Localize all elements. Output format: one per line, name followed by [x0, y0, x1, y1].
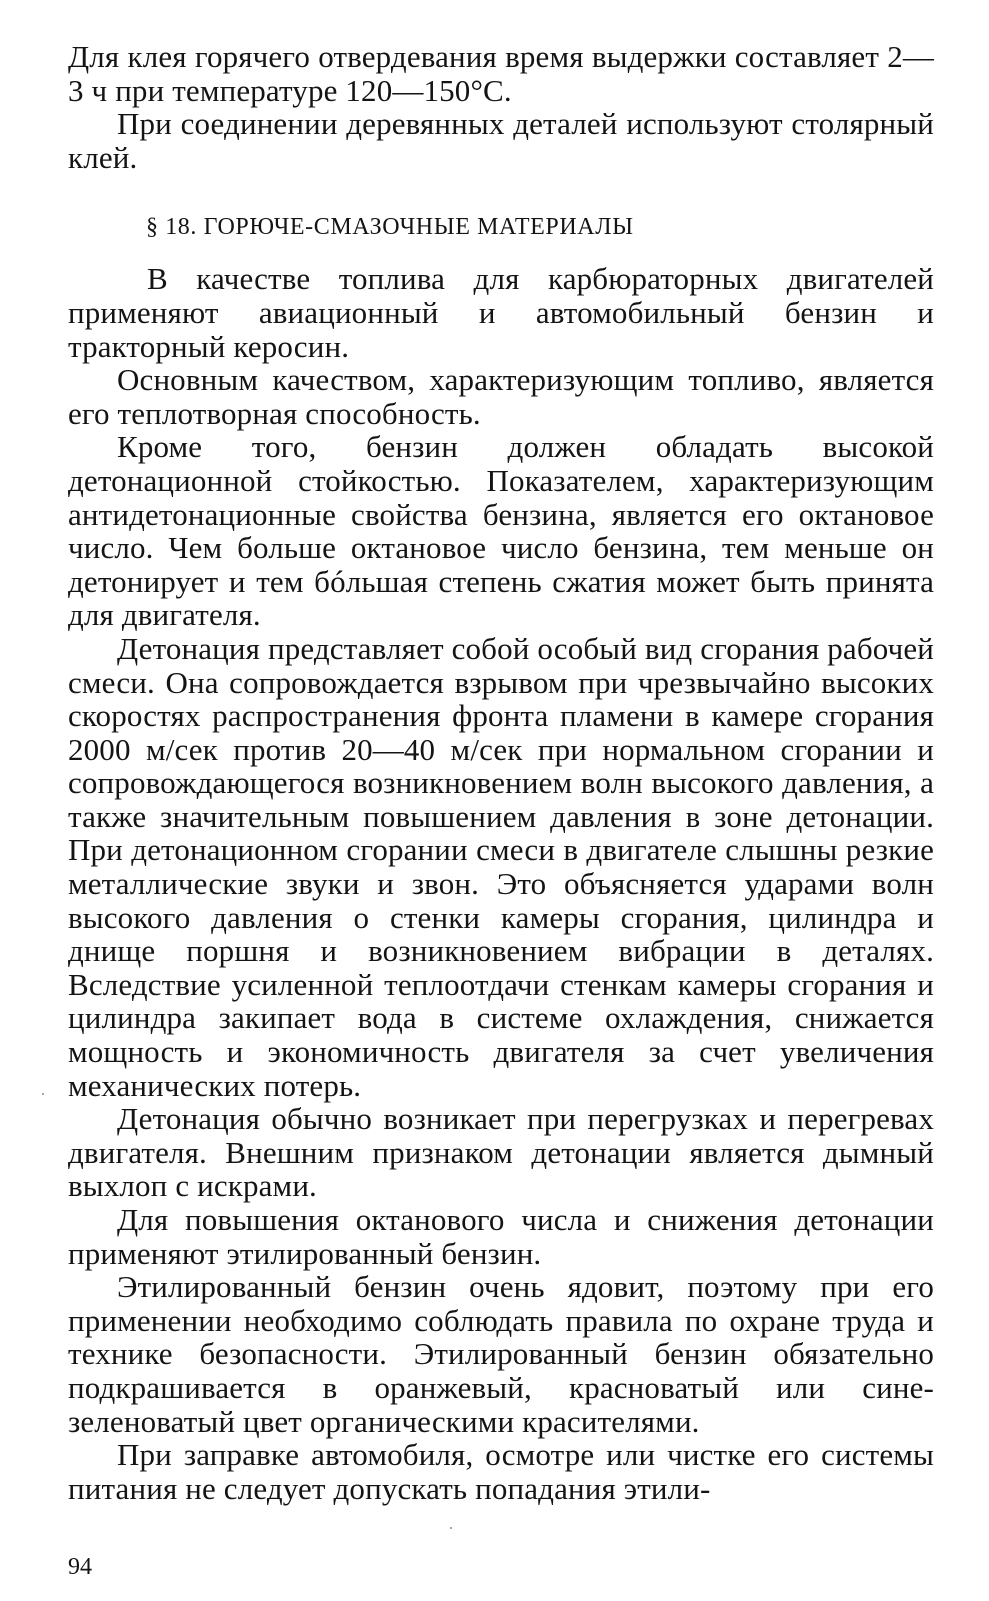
paragraph-leaded-gasoline-safety: Этилированный бензин очень ядовит, поэтому при его применении необходимо соблюдать правила по охране труда и технике безопасности. Этилированный бензин обязательно подкрашивается в оранжевый, красноватый или сине-зеленоватый цвет органическими красителями. — [68, 1269, 934, 1439]
section-heading: § 18. ГОРЮЧЕ-СМАЗОЧНЫЕ МАТЕРИАЛЫ — [146, 214, 634, 241]
paragraph-heat-capacity: Основным качеством, характеризующим топливо, является его теплотворная способность. — [68, 362, 934, 431]
paragraph-octane-number: Кроме того, бензин должен обладать высокой детонационной стойкостью. Показателем, характеризующим антидетонационные свойства бензина, является его октановое число. Чем больше октановое число бензина, тем меньше он детонирует и тем бóльшая степень сжатия может быть принята для двигателя. — [68, 429, 934, 633]
paragraph-leaded-gasoline: Для повышения октанового числа и снижения детонации применяют этилированный бензин. — [68, 1202, 934, 1271]
book-page-text — [68, 40, 934, 1505]
paragraph-detonation-description: Детонация представляет собой особый вид сгорания рабочей смеси. Она сопровождается взрывом при чрезвычайно высоких скоростях распространения фронта пламени в камере сгорания 2000 м/сек против 20—40 м/сек при нормальном сгорании и сопровождающегося возникновением волн высокого давления, а также значительным повышением давления в зоне детонации. При детонационном сгорании смеси в двигателе слышны резкие металлические звуки и звон. Это объясняется ударами волн высокого давления о стенки камеры сгорания, цилиндра и днище поршня и возникновением вибрации в деталях. Вследствие усиленной теплоотдачи стенкам камеры сгорания и цилиндра закипает вода в системе охлаждения, снижается мощность и экономичность двигателя за счет увеличения механических потерь. — [68, 630, 934, 1103]
paragraph-refueling: При заправке автомобиля, осмотре или чистке его системы питания не следует допускать попадания этили- — [68, 1437, 934, 1506]
scan-speck-decoration — [42, 1093, 44, 1095]
paragraph-detonation-causes: Детонация обычно возникает при перегрузках и перегревах двигателя. Внешним признаком детонации является дымный выхлоп с искрами. — [68, 1101, 934, 1204]
page-number: 94 — [68, 1554, 92, 1580]
scan-speck-decoration — [450, 1527, 452, 1529]
paragraph-fuel-types: В качестве топлива для карбюраторных двигателей применяют авиационный и автомобильный бензин и тракторный керосин. — [68, 261, 934, 364]
paragraph-wood-joining: При соединении деревянных деталей используют столярный клей. — [68, 106, 934, 175]
paragraph-hot-curing-glue: Для клея горячего отвердевания время выдержки составляет 2—3 ч при температуре 120—150°С. — [68, 39, 934, 108]
